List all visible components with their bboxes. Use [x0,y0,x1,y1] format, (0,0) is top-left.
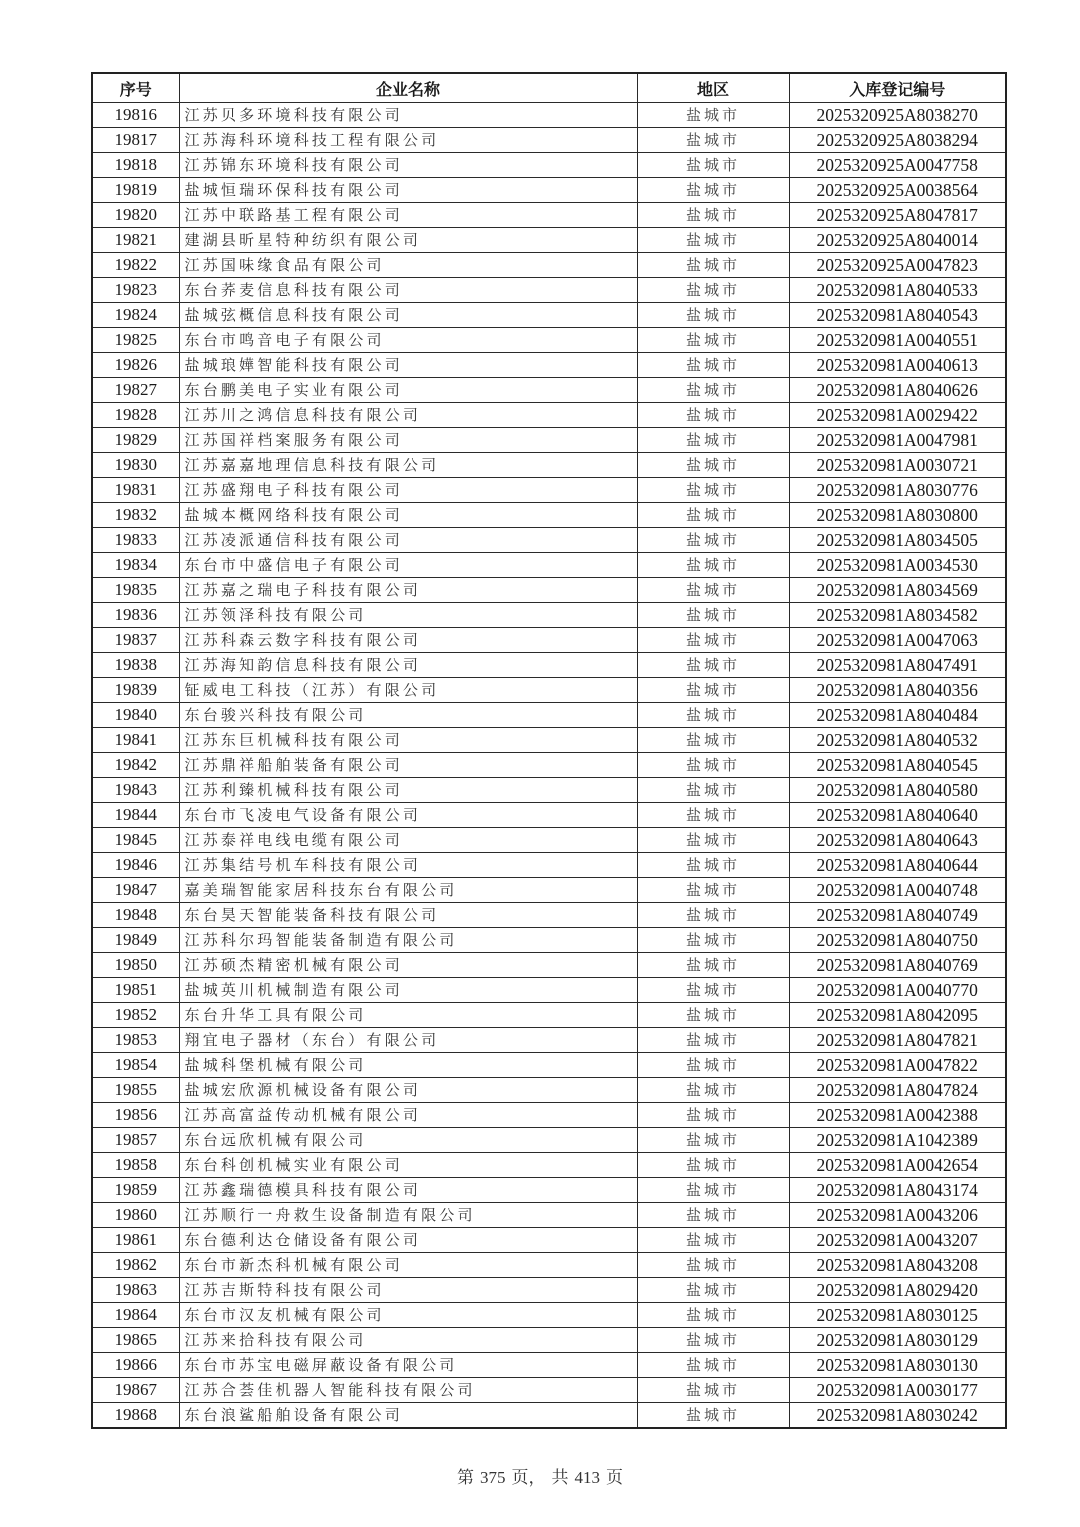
registration-number-cell: 2025320981A1042389 [789,1128,1006,1153]
company-name-cell: 东台升华工具有限公司 [179,1003,637,1028]
region-cell: 盐城市 [637,1303,789,1328]
serial-number-cell: 19864 [92,1303,179,1328]
region-cell: 盐城市 [637,428,789,453]
registration-number-cell: 2025320981A8040769 [789,953,1006,978]
table-row [92,303,1006,328]
table-row [92,1253,1006,1278]
registry-table-container [91,72,1005,1429]
company-name-cell: 嘉美瑞智能家居科技东台有限公司 [179,878,637,903]
table-row [92,653,1006,678]
company-name-cell: 江苏吉斯特科技有限公司 [179,1278,637,1303]
region-cell: 盐城市 [637,953,789,978]
table-row [92,553,1006,578]
registration-number-cell: 2025320981A8029420 [789,1278,1006,1303]
region-cell: 盐城市 [637,803,789,828]
table-row [92,1003,1006,1028]
registry-table [91,72,1007,1429]
region-cell: 盐城市 [637,728,789,753]
table-row [92,728,1006,753]
current-page-number: 375 [480,1468,506,1487]
registration-number-cell: 2025320981A0047822 [789,1053,1006,1078]
company-name-cell: 盐城科堡机械有限公司 [179,1053,637,1078]
registration-number-cell: 2025320981A8040543 [789,303,1006,328]
region-cell: 盐城市 [637,478,789,503]
serial-number-cell: 19831 [92,478,179,503]
table-row [92,1153,1006,1178]
table-row [92,103,1006,128]
serial-number-cell: 19850 [92,953,179,978]
registration-number-cell: 2025320981A8042095 [789,1003,1006,1028]
region-cell: 盐城市 [637,178,789,203]
region-cell: 盐城市 [637,628,789,653]
company-name-cell: 江苏泰祥电线电缆有限公司 [179,828,637,853]
serial-number-cell: 19868 [92,1403,179,1429]
table-row [92,153,1006,178]
table-row [92,753,1006,778]
registration-number-cell: 2025320981A0034530 [789,553,1006,578]
company-name-cell: 东台远欣机械有限公司 [179,1128,637,1153]
region-cell: 盐城市 [637,1228,789,1253]
company-name-cell: 江苏国祥档案服务有限公司 [179,428,637,453]
company-name-cell: 江苏锦东环境科技有限公司 [179,153,637,178]
region-cell: 盐城市 [637,103,789,128]
serial-number-cell: 19837 [92,628,179,653]
serial-number-cell: 19856 [92,1103,179,1128]
company-name-cell: 盐城英川机械制造有限公司 [179,978,637,1003]
serial-number-cell: 19821 [92,228,179,253]
registration-number-cell: 2025320981A8040643 [789,828,1006,853]
company-name-cell: 江苏中联路基工程有限公司 [179,203,637,228]
header-region: 地区 [637,73,789,103]
serial-number-cell: 19820 [92,203,179,228]
footer-suffix: 页 [606,1468,623,1487]
serial-number-cell: 19867 [92,1378,179,1403]
company-name-cell: 东台科创机械实业有限公司 [179,1153,637,1178]
serial-number-cell: 19852 [92,1003,179,1028]
company-name-cell: 江苏硕杰精密机械有限公司 [179,953,637,978]
table-row [92,528,1006,553]
serial-number-cell: 19853 [92,1028,179,1053]
region-cell: 盐城市 [637,303,789,328]
serial-number-cell: 19865 [92,1328,179,1353]
table-row [92,953,1006,978]
table-row [92,1178,1006,1203]
table-row [92,428,1006,453]
table-row [92,853,1006,878]
serial-number-cell: 19847 [92,878,179,903]
region-cell: 盐城市 [637,903,789,928]
region-cell: 盐城市 [637,1028,789,1053]
company-name-cell: 江苏领泽科技有限公司 [179,603,637,628]
serial-number-cell: 19860 [92,1203,179,1228]
region-cell: 盐城市 [637,153,789,178]
serial-number-cell: 19840 [92,703,179,728]
registration-number-cell: 2025320981A8034569 [789,578,1006,603]
region-cell: 盐城市 [637,1278,789,1303]
table-row [92,1078,1006,1103]
registration-number-cell: 2025320981A0040748 [789,878,1006,903]
table-row [92,678,1006,703]
serial-number-cell: 19817 [92,128,179,153]
company-name-cell: 建湖县昕星特种纺织有限公司 [179,228,637,253]
region-cell: 盐城市 [637,353,789,378]
company-name-cell: 东台昊天智能装备科技有限公司 [179,903,637,928]
serial-number-cell: 19842 [92,753,179,778]
serial-number-cell: 19844 [92,803,179,828]
table-row [92,703,1006,728]
table-row [92,1353,1006,1378]
registration-number-cell: 2025320981A8030130 [789,1353,1006,1378]
company-name-cell: 盐城宏欣源机械设备有限公司 [179,1078,637,1103]
serial-number-cell: 19854 [92,1053,179,1078]
serial-number-cell: 19822 [92,253,179,278]
registration-number-cell: 2025320981A8040533 [789,278,1006,303]
company-name-cell: 江苏东巨机械科技有限公司 [179,728,637,753]
region-cell: 盐城市 [637,978,789,1003]
region-cell: 盐城市 [637,1378,789,1403]
region-cell: 盐城市 [637,1003,789,1028]
company-name-cell: 江苏盛翔电子科技有限公司 [179,478,637,503]
serial-number-cell: 19843 [92,778,179,803]
table-row [92,803,1006,828]
region-cell: 盐城市 [637,278,789,303]
table-row [92,503,1006,528]
table-row [92,403,1006,428]
registration-number-cell: 2025320981A8043174 [789,1178,1006,1203]
table-row [92,453,1006,478]
region-cell: 盐城市 [637,1053,789,1078]
serial-number-cell: 19841 [92,728,179,753]
table-row [92,928,1006,953]
region-cell: 盐城市 [637,703,789,728]
region-cell: 盐城市 [637,878,789,903]
table-row [92,903,1006,928]
footer-page-unit: 页， [511,1468,546,1487]
company-name-cell: 江苏利臻机械科技有限公司 [179,778,637,803]
serial-number-cell: 19824 [92,303,179,328]
registration-number-cell: 2025320981A0042654 [789,1153,1006,1178]
serial-number-cell: 19845 [92,828,179,853]
company-name-cell: 东台荞麦信息科技有限公司 [179,278,637,303]
table-row [92,1278,1006,1303]
registration-number-cell: 2025320925A0047758 [789,153,1006,178]
region-cell: 盐城市 [637,678,789,703]
table-row [92,628,1006,653]
region-cell: 盐城市 [637,378,789,403]
company-name-cell: 江苏贝多环境科技有限公司 [179,103,637,128]
table-row [92,978,1006,1003]
company-name-cell: 江苏国味缘食品有限公司 [179,253,637,278]
region-cell: 盐城市 [637,1253,789,1278]
registration-number-cell: 2025320925A8040014 [789,228,1006,253]
registration-number-cell: 2025320981A0047063 [789,628,1006,653]
company-name-cell: 江苏鼎祥船舶装备有限公司 [179,753,637,778]
serial-number-cell: 19825 [92,328,179,353]
serial-number-cell: 19846 [92,853,179,878]
registration-number-cell: 2025320925A8038270 [789,103,1006,128]
serial-number-cell: 19819 [92,178,179,203]
registration-number-cell: 2025320981A8030800 [789,503,1006,528]
serial-number-cell: 19866 [92,1353,179,1378]
table-row [92,378,1006,403]
region-cell: 盐城市 [637,1203,789,1228]
registration-number-cell: 2025320981A8040644 [789,853,1006,878]
registration-number-cell: 2025320981A0043207 [789,1228,1006,1253]
table-row [92,1328,1006,1353]
region-cell: 盐城市 [637,403,789,428]
table-row [92,353,1006,378]
region-cell: 盐城市 [637,603,789,628]
company-name-cell: 江苏合荟佳机器人智能科技有限公司 [179,1378,637,1403]
region-cell: 盐城市 [637,453,789,478]
registration-number-cell: 2025320981A8040580 [789,778,1006,803]
registration-number-cell: 2025320925A0038564 [789,178,1006,203]
region-cell: 盐城市 [637,1128,789,1153]
registration-number-cell: 2025320981A8040626 [789,378,1006,403]
company-name-cell: 江苏集结号机车科技有限公司 [179,853,637,878]
company-name-cell: 江苏海知韵信息科技有限公司 [179,653,637,678]
serial-number-cell: 19833 [92,528,179,553]
registration-number-cell: 2025320981A8040749 [789,903,1006,928]
table-row [92,478,1006,503]
header-company-name: 企业名称 [179,73,637,103]
table-row [92,878,1006,903]
region-cell: 盐城市 [637,253,789,278]
serial-number-cell: 19859 [92,1178,179,1203]
serial-number-cell: 19855 [92,1078,179,1103]
company-name-cell: 江苏川之鸿信息科技有限公司 [179,403,637,428]
table-header-row [92,73,1006,103]
serial-number-cell: 19838 [92,653,179,678]
table-row [92,1228,1006,1253]
table-row [92,1303,1006,1328]
registration-number-cell: 2025320981A8034582 [789,603,1006,628]
company-name-cell: 江苏凌派通信科技有限公司 [179,528,637,553]
registration-number-cell: 2025320981A8040484 [789,703,1006,728]
company-name-cell: 翔宜电子器材（东台）有限公司 [179,1028,637,1053]
registration-number-cell: 2025320925A8047817 [789,203,1006,228]
registration-number-cell: 2025320981A8047821 [789,1028,1006,1053]
table-row [92,278,1006,303]
region-cell: 盐城市 [637,1353,789,1378]
registration-number-cell: 2025320981A0047981 [789,428,1006,453]
company-name-cell: 盐城本概网络科技有限公司 [179,503,637,528]
serial-number-cell: 19836 [92,603,179,628]
serial-number-cell: 19832 [92,503,179,528]
serial-number-cell: 19849 [92,928,179,953]
region-cell: 盐城市 [637,1403,789,1429]
serial-number-cell: 19818 [92,153,179,178]
table-row [92,228,1006,253]
serial-number-cell: 19826 [92,353,179,378]
company-name-cell: 江苏科尔玛智能装备制造有限公司 [179,928,637,953]
registration-number-cell: 2025320981A8047491 [789,653,1006,678]
table-row [92,1103,1006,1128]
company-name-cell: 江苏嘉之瑞电子科技有限公司 [179,578,637,603]
registration-number-cell: 2025320981A0040613 [789,353,1006,378]
serial-number-cell: 19828 [92,403,179,428]
table-row [92,1403,1006,1429]
region-cell: 盐城市 [637,828,789,853]
company-name-cell: 东台市汉友机械有限公司 [179,1303,637,1328]
company-name-cell: 东台市新杰科机械有限公司 [179,1253,637,1278]
company-name-cell: 江苏高富益传动机械有限公司 [179,1103,637,1128]
registration-number-cell: 2025320981A8030125 [789,1303,1006,1328]
company-name-cell: 盐城琅嬅智能科技有限公司 [179,353,637,378]
registration-number-cell: 2025320981A8040640 [789,803,1006,828]
header-serial-number: 序号 [92,73,179,103]
table-row [92,253,1006,278]
region-cell: 盐城市 [637,653,789,678]
serial-number-cell: 19861 [92,1228,179,1253]
table-row [92,603,1006,628]
region-cell: 盐城市 [637,228,789,253]
registration-number-cell: 2025320981A0043206 [789,1203,1006,1228]
serial-number-cell: 19829 [92,428,179,453]
company-name-cell: 江苏科森云数字科技有限公司 [179,628,637,653]
company-name-cell: 东台德利达仓储设备有限公司 [179,1228,637,1253]
table-row [92,1203,1006,1228]
registration-number-cell: 2025320925A8038294 [789,128,1006,153]
serial-number-cell: 19827 [92,378,179,403]
company-name-cell: 江苏海科环境科技工程有限公司 [179,128,637,153]
company-name-cell: 东台浪鲨船舶设备有限公司 [179,1403,637,1429]
header-registration-number: 入库登记编号 [789,73,1006,103]
registration-number-cell: 2025320981A0040770 [789,978,1006,1003]
company-name-cell: 东台骏兴科技有限公司 [179,703,637,728]
serial-number-cell: 19835 [92,578,179,603]
region-cell: 盐城市 [637,553,789,578]
registration-number-cell: 2025320981A0030721 [789,453,1006,478]
table-row [92,778,1006,803]
registration-number-cell: 2025320981A8034505 [789,528,1006,553]
table-row [92,1128,1006,1153]
region-cell: 盐城市 [637,528,789,553]
table-row [92,578,1006,603]
serial-number-cell: 19839 [92,678,179,703]
serial-number-cell: 19823 [92,278,179,303]
page-footer [0,1463,1080,1488]
region-cell: 盐城市 [637,128,789,153]
registration-number-cell: 2025320981A0040551 [789,328,1006,353]
table-row [92,128,1006,153]
serial-number-cell: 19816 [92,103,179,128]
footer-total-prefix: 共 [551,1468,569,1487]
company-name-cell: 东台市中盛信电子有限公司 [179,553,637,578]
serial-number-cell: 19858 [92,1153,179,1178]
company-name-cell: 盐城恒瑞环保科技有限公司 [179,178,637,203]
table-row [92,1378,1006,1403]
company-name-cell: 江苏顺行一舟救生设备制造有限公司 [179,1203,637,1228]
registration-number-cell: 2025320981A8047824 [789,1078,1006,1103]
table-body [92,103,1006,1429]
region-cell: 盐城市 [637,203,789,228]
registration-number-cell: 2025320981A8030242 [789,1403,1006,1429]
region-cell: 盐城市 [637,853,789,878]
table-row [92,203,1006,228]
footer-prefix: 第 [457,1468,474,1487]
serial-number-cell: 19834 [92,553,179,578]
company-name-cell: 东台市飞凌电气设备有限公司 [179,803,637,828]
company-name-cell: 江苏来拾科技有限公司 [179,1328,637,1353]
registration-number-cell: 2025320981A0042388 [789,1103,1006,1128]
table-row [92,828,1006,853]
company-name-cell: 东台市苏宝电磁屏蔽设备有限公司 [179,1353,637,1378]
table-row [92,1028,1006,1053]
region-cell: 盐城市 [637,578,789,603]
registration-number-cell: 2025320981A8040545 [789,753,1006,778]
region-cell: 盐城市 [637,503,789,528]
serial-number-cell: 19848 [92,903,179,928]
serial-number-cell: 19857 [92,1128,179,1153]
serial-number-cell: 19863 [92,1278,179,1303]
registration-number-cell: 2025320981A8040532 [789,728,1006,753]
company-name-cell: 江苏嘉嘉地理信息科技有限公司 [179,453,637,478]
region-cell: 盐城市 [637,1153,789,1178]
region-cell: 盐城市 [637,1328,789,1353]
registration-number-cell: 2025320981A8043208 [789,1253,1006,1278]
serial-number-cell: 19851 [92,978,179,1003]
company-name-cell: 东台鹏美电子实业有限公司 [179,378,637,403]
company-name-cell: 东台市鸣音电子有限公司 [179,328,637,353]
region-cell: 盐城市 [637,1078,789,1103]
region-cell: 盐城市 [637,778,789,803]
region-cell: 盐城市 [637,753,789,778]
registration-number-cell: 2025320981A8040356 [789,678,1006,703]
table-row [92,1053,1006,1078]
company-name-cell: 盐城弦概信息科技有限公司 [179,303,637,328]
serial-number-cell: 19830 [92,453,179,478]
registration-number-cell: 2025320981A8030129 [789,1328,1006,1353]
company-name-cell: 江苏鑫瑞德模具科技有限公司 [179,1178,637,1203]
registration-number-cell: 2025320981A8040750 [789,928,1006,953]
registration-number-cell: 2025320925A0047823 [789,253,1006,278]
serial-number-cell: 19862 [92,1253,179,1278]
total-page-count: 413 [574,1468,600,1487]
company-name-cell: 钲威电工科技（江苏）有限公司 [179,678,637,703]
region-cell: 盐城市 [637,928,789,953]
region-cell: 盐城市 [637,328,789,353]
registration-number-cell: 2025320981A8030776 [789,478,1006,503]
region-cell: 盐城市 [637,1178,789,1203]
registration-number-cell: 2025320981A0029422 [789,403,1006,428]
registration-number-cell: 2025320981A0030177 [789,1378,1006,1403]
region-cell: 盐城市 [637,1103,789,1128]
table-row [92,328,1006,353]
table-row [92,178,1006,203]
